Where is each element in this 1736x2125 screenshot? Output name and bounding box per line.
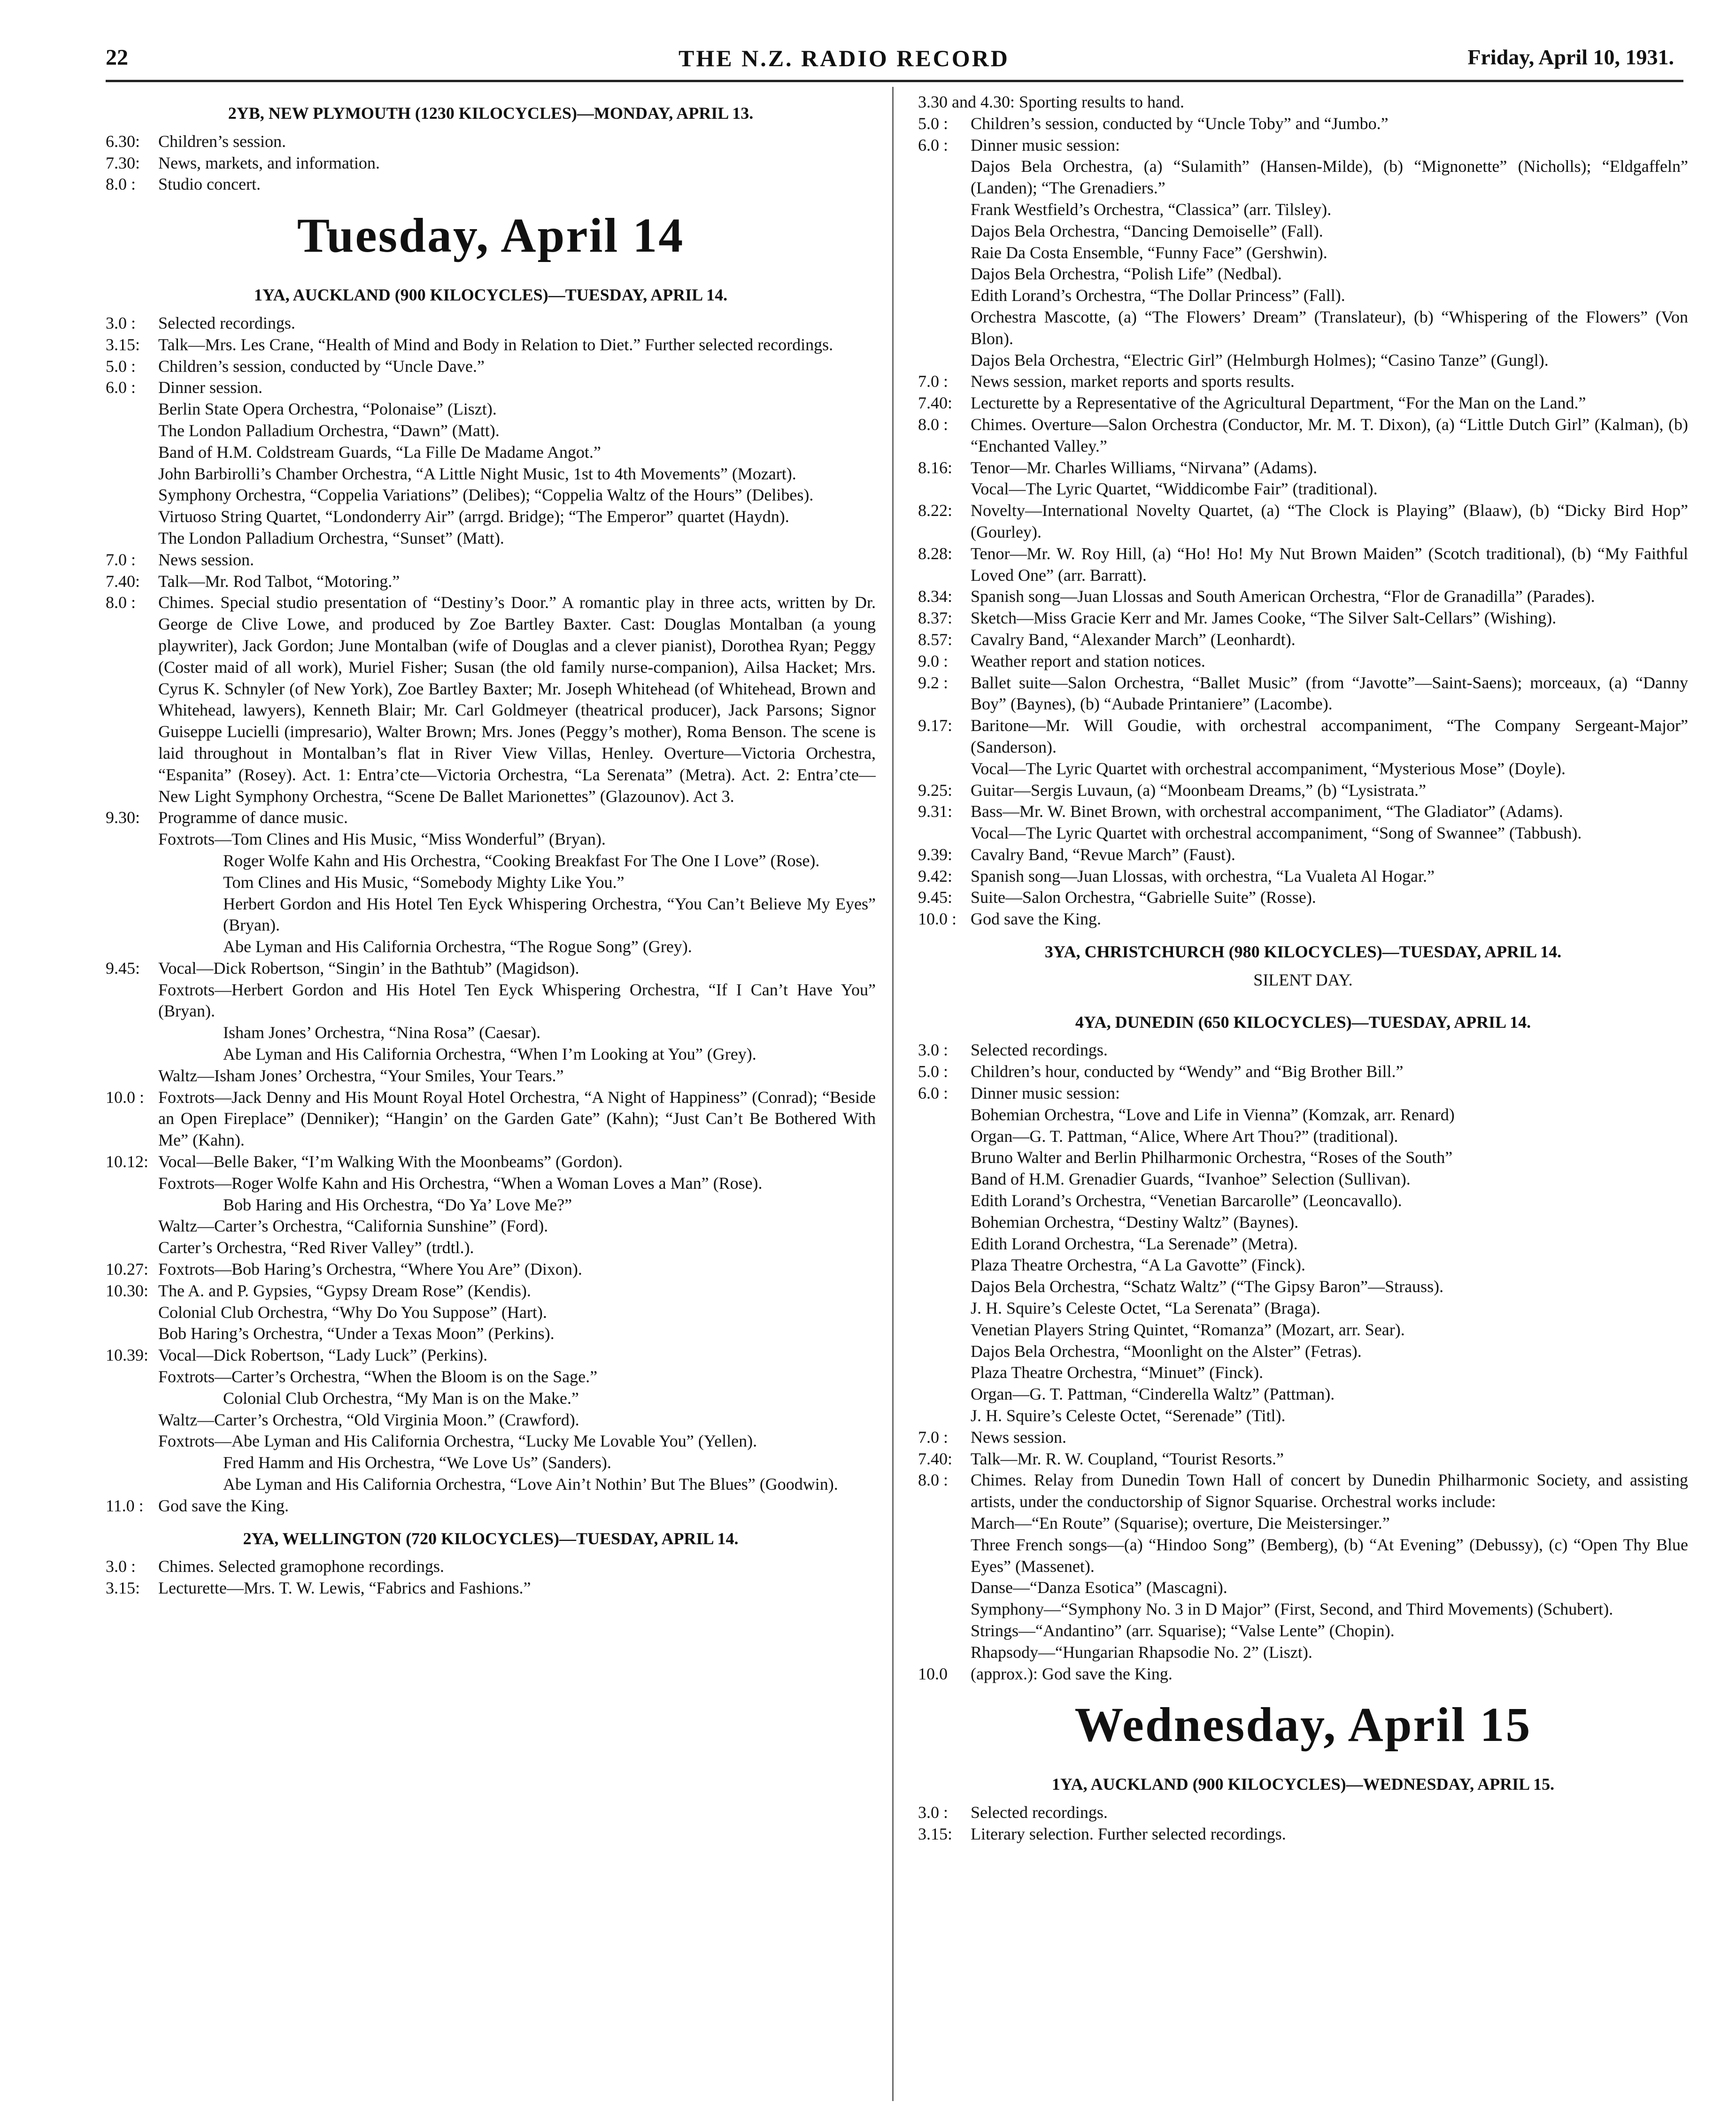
programme-item: Venetian Players String Quintet, “Romanza” (Mozart, arr. Sear). [971, 1320, 1405, 1339]
schedule-entry [918, 500, 1688, 543]
schedule-entry [918, 651, 1688, 672]
schedule-entry [918, 866, 1688, 887]
entry-text: Foxtrots—Jack Denny and His Mount Royal Hotel Orchestra, “A Night of Happiness” (Conrad); “Beside an Open Fireplace” (Denniker); “Hangin’ on the Garden Gate” (Kahn); “Just Can’t Be Bothered With Me” (Kahn). [158, 1087, 876, 1150]
programme-item: Colonial Club Orchestra, “My Man is on the Make.” [223, 1388, 579, 1408]
entry-text: Foxtrots—Bob Haring’s Orchestra, “Where You Are” (Dixon). [158, 1260, 582, 1279]
programme-item: Organ—G. T. Pattman, “Cinderella Waltz” (Pattman). [971, 1385, 1335, 1404]
left-column [106, 92, 876, 2110]
programme-item: Dajos Bela Orchestra, “Electric Girl” (Helmburgh Holmes); “Casino Tanze” (Gungl). [971, 350, 1549, 370]
entry-text: Spanish song—Juan Llossas, with orchestra, “La Vualeta Al Hogar.” [971, 866, 1435, 885]
programme-item: Fred Hamm and His Orchestra, “We Love Us” (Sanders). [223, 1453, 611, 1472]
entry-text: God save the King. [158, 1496, 289, 1515]
programme-item: March—“En Route” (Squarise); overture, Die Meistersinger.” [971, 1514, 1390, 1532]
entry-time: 10.30: [106, 1281, 149, 1300]
entry-text: Studio concert. [158, 175, 261, 194]
entry-text: Lecturette by a Representative of the Agricultural Department, “For the Man on the Land.” [971, 393, 1586, 413]
entry-text: Sketch—Miss Gracie Kerr and Mr. James Cooke, “The Silver Salt-Cellars” (Wishing). [971, 608, 1557, 628]
programme-item: Strings—“Andantino” (arr. Squarise); “Valse Lente” (Chopin). [971, 1621, 1395, 1640]
schedule-entry [918, 586, 1688, 608]
entry-time: 9.2 : [918, 673, 949, 692]
schedule-entry [918, 887, 1688, 909]
entry-text: Dinner music session: [971, 1084, 1120, 1103]
programme-item: Orchestra Mascotte, (a) “The Flowers’ Dream” (Translateur), (b) “Whispering of the Flowers” (Von Blon). [971, 307, 1688, 348]
schedule-entry [918, 1448, 1688, 1470]
entry-text: Tenor—Mr. Charles Williams, “Nirvana” (Adams). [971, 458, 1318, 477]
schedule-entry [918, 844, 1688, 866]
entry-time: 7.40: [106, 571, 140, 591]
programme-item: Bob Haring’s Orchestra, “Under a Texas Moon” (Perkins). [158, 1324, 555, 1343]
schedule-entry [918, 1470, 1688, 1513]
entry-text: Weather report and station notices. [971, 651, 1205, 670]
entry-time: 8.0 : [918, 1471, 949, 1490]
schedule-entry [106, 377, 876, 399]
entry-text: News session. [158, 550, 254, 569]
schedule-entry [918, 113, 1688, 135]
programme-item: Bohemian Orchestra, “Love and Life in Vienna” (Komzak, arr. Renard) [971, 1105, 1455, 1124]
entry-text: Vocal—Belle Baker, “I’m Walking With the Moonbeams” (Gordon). [158, 1152, 623, 1171]
programme-item: The London Palladium Orchestra, “Sunset” (Matt). [158, 528, 504, 547]
programme-item: Foxtrots—Tom Clines and His Music, “Miss Wonderful” (Bryan). [158, 830, 606, 849]
column-divider [892, 87, 894, 2101]
entry-time: 3.15: [106, 1578, 140, 1598]
entry-text: Dinner session. [158, 378, 262, 397]
programme-item: Dajos Bela Orchestra, (a) “Sulamith” (Hansen-Milde), (b) “Mignonette” (Nicholls); “Eldgaffeln” (Landen); “The Grenadiers.” [971, 157, 1688, 198]
entry-time: 11.0 : [106, 1496, 144, 1515]
entry-text: Chimes. Relay from Dunedin Town Hall of concert by Dunedin Philharmonic Society, and assisting artists, under the conductorship of Signor Squarise. Orchestral works include: [971, 1471, 1688, 1511]
entry-text: Chimes. Special studio presentation of “Destiny’s Door.” A romantic play in three acts, written by Dr. George de Clive Lowe, and produced by Zoe Bartley Baxter. Cast: Douglas Montalban (a young playwriter), Jack Gordon; June Montalban (wife of Douglas and a clever pianist), Dorothea Ryan; Peggy (Coster maid of all work), Muriel Fisher; Susan (the old family nurse-companion), Ailsa Hacket; Mrs. Cyrus K. Schnyler (of New York), Zoe Bartley Baxter; Mr. Joseph Whitehead (of Whitehead, Brown and Whitehead, lawyers), Kenneth Blair; Mr. Carl Goldmeyer (theatrical producer), Jack Parsons; Signor Guiseppe Lucielli (impresario), Walter Brown; Mrs. Jones (Peggy’s mother), Roma Benson. The scene is laid throughout in Montalban’s flat in River View Villas, Henley. Overture—Victoria Orchestra, “Espanita” (Rosey). Act. 1: Entra’cte—Victoria Orchestra, “La Serenata” (Metra). Act. 2: Entra’cte—New Light Symphony Orchestra, “Scene De Ballet Marionettes” (Glazounov). Act 3. [158, 593, 876, 806]
schedule-entry [106, 1556, 876, 1578]
programme-item: Foxtrots—Carter’s Orchestra, “When the Bloom is on the Sage.” [158, 1367, 598, 1386]
programme-item: Dajos Bela Orchestra, “Dancing Demoiselle” (Fall). [971, 221, 1323, 240]
entry-text: Literary selection. Further selected recordings. [971, 1824, 1286, 1843]
schedule-entry [106, 1495, 876, 1517]
programme-item: J. H. Squire’s Celeste Octet, “Serenade” (Titl). [971, 1406, 1286, 1425]
programme-item: John Barbirolli’s Chamber Orchestra, “A Little Night Music, 1st to 4th Movements” (Mozart). [158, 464, 796, 483]
programme-item: Edith Lorand’s Orchestra, “Venetian Barcarolle” (Leoncavallo). [971, 1191, 1402, 1210]
entry-text: The A. and P. Gypsies, “Gypsy Dream Rose” (Kendis). [158, 1281, 531, 1300]
schedule-entry [106, 1280, 876, 1302]
entry-text: News, markets, and information. [158, 153, 380, 172]
schedule-entry [918, 629, 1688, 651]
entry-text: Suite—Salon Orchestra, “Gabrielle Suite” (Rosse). [971, 888, 1316, 907]
programme-item: Waltz—Carter’s Orchestra, “Old Virginia Moon.” (Crawford). [158, 1410, 579, 1429]
schedule-entry [918, 1824, 1688, 1845]
entry-text: Programme of dance music. [158, 808, 348, 827]
schedule-entry [106, 592, 876, 807]
schedule-entry [106, 571, 876, 593]
programme-item: Dajos Bela Orchestra, “Polish Life” (Nedbal). [971, 264, 1282, 284]
schedule-entry [918, 1039, 1688, 1061]
entry-time: 8.0 : [106, 175, 136, 194]
schedule-entry [918, 608, 1688, 629]
entry-time: 8.0 : [106, 593, 136, 612]
schedule-entry [918, 672, 1688, 716]
programme-item: Symphony—“Symphony No. 3 in D Major” (First, Second, and Third Movements) (Schubert). [971, 1600, 1613, 1619]
masthead-title: THE N.Z. RADIO RECORD [679, 45, 1010, 71]
schedule-entry [106, 1259, 876, 1280]
entry-time: 7.30: [106, 153, 140, 172]
entry-time: 5.0 : [918, 114, 949, 133]
entry-time: 6.30: [106, 131, 140, 151]
entry-time: 9.17: [918, 716, 953, 735]
page-header [106, 45, 1674, 77]
station-heading: 1YA, AUCKLAND (900 KILOCYCLES)—TUESDAY, APRIL 14. [254, 285, 728, 305]
entry-time: 9.45: [106, 958, 140, 978]
schedule-entry [918, 1802, 1688, 1824]
entry-text: Bass—Mr. W. Binet Brown, with orchestral accompaniment, “The Gladiator” (Adams). [971, 802, 1563, 821]
programme-item: Plaza Theatre Orchestra, “A La Gavotte” (Finck). [971, 1255, 1306, 1275]
programme-item: Frank Westfield’s Orchestra, “Classica” (arr. Tilsley). [971, 200, 1332, 219]
silent-day-notice: SILENT DAY. [1253, 970, 1353, 989]
programme-item: Bob Haring and His Orchestra, “Do Ya’ Love Me?” [223, 1195, 572, 1214]
schedule-entry [918, 414, 1688, 457]
day-heading: Wednesday, April 15 [1074, 1698, 1532, 1752]
entry-text: Talk—Mrs. Les Crane, “Health of Mind and Body in Relation to Diet.” Further selected recordings. [158, 335, 833, 354]
entry-text: Vocal—Dick Robertson, “Singin’ in the Bathtub” (Magidson). [158, 958, 579, 978]
entry-time: 9.30: [106, 808, 140, 827]
schedule-entry [918, 371, 1688, 393]
entry-time: 3.0 : [106, 1557, 136, 1576]
station-heading: 1YA, AUCKLAND (900 KILOCYCLES)—WEDNESDAY, APRIL 15. [1051, 1775, 1555, 1794]
station-heading: 2YB, NEW PLYMOUTH (1230 KILOCYCLES)—MONDAY, APRIL 13. [228, 104, 754, 123]
entry-time: 3.0 : [106, 313, 136, 332]
entry-text: Baritone—Mr. Will Goudie, with orchestral accompaniment, “The Company Sergeant-Major” (Sanderson). [971, 716, 1688, 756]
entry-time: 10.0 [918, 1664, 948, 1683]
programme-item: Tom Clines and His Music, “Somebody Mighty Like You.” [223, 872, 625, 892]
entry-time: 7.40: [918, 1449, 953, 1468]
programme-item: Dajos Bela Orchestra, “Schatz Waltz” (“The Gipsy Baron”—Strauss). [971, 1277, 1444, 1296]
entry-text: News session. [971, 1427, 1066, 1447]
schedule-entry [918, 909, 1688, 930]
programme-item: Foxtrots—Roger Wolfe Kahn and His Orchestra, “When a Woman Loves a Man” (Rose). [158, 1173, 763, 1193]
entry-time: 9.25: [918, 780, 953, 800]
schedule-entry [106, 174, 876, 195]
programme-item: J. H. Squire’s Celeste Octet, “La Serenata” (Braga). [971, 1299, 1320, 1318]
programme-item: Abe Lyman and His California Orchestra, “The Rogue Song” (Grey). [223, 937, 692, 956]
programme-item: Herbert Gordon and His Hotel Ten Eyck Whispering Orchestra, “You Can’t Believe My Eyes” (Bryan). [223, 894, 876, 935]
station-heading: 4YA, DUNEDIN (650 KILOCYCLES)—TUESDAY, APRIL 14. [1075, 1012, 1531, 1032]
programme-item: Edith Lorand’s Orchestra, “The Dollar Princess” (Fall). [971, 286, 1345, 305]
entry-text: Vocal—Dick Robertson, “Lady Luck” (Perkins). [158, 1346, 488, 1365]
entry-text: Novelty—International Novelty Quartet, (a) “The Clock is Playing” (Blaaw), (b) “Dicky Bird Hop” (Gourley). [971, 501, 1688, 541]
entry-time: 6.0 : [106, 378, 136, 397]
programme-item: Vocal—The Lyric Quartet with orchestral accompaniment, “Mysterious Mose” (Doyle). [971, 759, 1566, 778]
entry-time: 3.15: [918, 1824, 953, 1843]
day-heading: Tuesday, April 14 [297, 208, 685, 263]
programme-item: Isham Jones’ Orchestra, “Nina Rosa” (Caesar). [223, 1023, 541, 1042]
programme-item: Edith Lorand Orchestra, “La Serenade” (Metra). [971, 1234, 1298, 1253]
schedule-entry [918, 543, 1688, 586]
schedule-entry [918, 801, 1688, 823]
programme-item: Rhapsody—“Hungarian Rhapsodie No. 2” (Liszt). [971, 1642, 1312, 1662]
entry-time: 8.57: [918, 630, 953, 649]
programme-item: Berlin State Opera Orchestra, “Polonaise” (Liszt). [158, 400, 497, 419]
entry-text: Selected recordings. [971, 1040, 1108, 1060]
schedule-entry [106, 1578, 876, 1599]
programme-item: Roger Wolfe Kahn and His Orchestra, “Cooking Breakfast For The One I Love” (Rose). [223, 851, 820, 870]
programme-item: Waltz—Isham Jones’ Orchestra, “Your Smiles, Your Tears.” [158, 1066, 564, 1085]
entry-time: 10.39: [106, 1346, 149, 1365]
entry-text: Children’s hour, conducted by “Wendy” and “Big Brother Bill.” [971, 1062, 1404, 1081]
right-column [918, 92, 1688, 2110]
entry-time: 7.40: [918, 393, 953, 413]
programme-item: Colonial Club Orchestra, “Why Do You Suppose” (Hart). [158, 1302, 547, 1322]
programme-item: Plaza Theatre Orchestra, “Minuet” (Finck). [971, 1363, 1264, 1382]
header-rule [106, 80, 1683, 82]
entry-text: Cavalry Band, “Revue March” (Faust). [971, 845, 1235, 864]
programme-item: Foxtrots—Abe Lyman and His California Orchestra, “Lucky Me Lovable You” (Yellen). [158, 1432, 757, 1451]
entry-time: 8.16: [918, 458, 953, 477]
schedule-entry [918, 715, 1688, 758]
schedule-entry [106, 356, 876, 377]
schedule-entry [106, 1345, 876, 1366]
entry-text: Tenor—Mr. W. Roy Hill, (a) “Ho! Ho! My Nut Brown Maiden” (Scotch traditional), (b) “My Faithful Loved One” (arr. Barratt). [971, 544, 1688, 585]
programme-item: Band of H.M. Coldstream Guards, “La Fille De Madame Angot.” [158, 442, 601, 462]
entry-time: 7.0 : [918, 1427, 949, 1447]
entry-time: 3.0 : [918, 1803, 949, 1822]
programme-item: Abe Lyman and His California Orchestra, “When I’m Looking at You” (Grey). [223, 1045, 756, 1064]
entry-time: 10.27: [106, 1260, 149, 1279]
entry-time: 9.42: [918, 866, 953, 885]
entry-text: Selected recordings. [971, 1803, 1108, 1822]
entry-text: Talk—Mr. R. W. Coupland, “Tourist Resorts.” [971, 1449, 1284, 1468]
schedule-entry [918, 1663, 1688, 1685]
schedule-entry [918, 457, 1688, 479]
programme-item: Danse—“Danza Esotica” (Mascagni). [971, 1578, 1227, 1597]
programme-item: Waltz—Carter’s Orchestra, “California Sunshine” (Ford). [158, 1216, 548, 1236]
schedule-entry [918, 393, 1688, 414]
entry-time: 5.0 : [106, 356, 136, 376]
schedule-entry [106, 1087, 876, 1151]
schedule-entry [918, 1061, 1688, 1083]
entry-text: Selected recordings. [158, 313, 295, 332]
schedule-entry [918, 135, 1688, 156]
entry-time: 3.30 and 4.30: [918, 92, 1015, 111]
entry-time: 10.12: [106, 1152, 149, 1171]
entry-time: 9.0 : [918, 651, 949, 670]
entry-text: Spanish song—Juan Llossas and South American Orchestra, “Flor de Granadilla” (Parades). [971, 587, 1595, 606]
entry-text: Cavalry Band, “Alexander March” (Leonhardt). [971, 630, 1296, 649]
entry-text: Dinner music session: [971, 135, 1120, 154]
programme-item: Abe Lyman and His California Orchestra, “Love Ain’t Nothin’ But The Blues” (Goodwin). [223, 1475, 838, 1494]
entry-time: 9.45: [918, 888, 953, 907]
schedule-entry [918, 780, 1688, 801]
issue-date: Friday, April 10, 1931. [1467, 45, 1674, 69]
entry-text: Sporting results to hand. [1018, 92, 1184, 111]
schedule-entry [106, 807, 876, 829]
programme-item: Bohemian Orchestra, “Destiny Waltz” (Baynes). [971, 1212, 1299, 1232]
programme-item: Dajos Bela Orchestra, “Moonlight on the Alster” (Fetras). [971, 1341, 1362, 1361]
entry-text: Children’s session, conducted by “Uncle Dave.” [158, 356, 485, 376]
entry-text: Guitar—Sergis Luvaun, (a) “Moonbeam Dreams,” (b) “Lysistrata.” [971, 780, 1427, 800]
programme-item: The London Palladium Orchestra, “Dawn” (Matt). [158, 421, 500, 440]
programme-item: Symphony Orchestra, “Coppelia Variations” (Delibes); “Coppelia Waltz of the Hours” (Delibes). [158, 485, 814, 505]
programme-item: Raie Da Costa Ensemble, “Funny Face” (Gershwin). [971, 243, 1327, 262]
schedule-entry [106, 1151, 876, 1173]
entry-text: Chimes. Selected gramophone recordings. [158, 1557, 444, 1576]
entry-time: 7.0 : [918, 372, 949, 391]
entry-time: 10.0 : [918, 909, 957, 929]
entry-text: Chimes. Overture—Salon Orchestra (Conductor, Mr. M. T. Dixon), (a) “Little Dutch Girl” (Kalman), (b) “Enchanted Valley.” [971, 415, 1688, 455]
entry-text: (approx.): God save the King. [971, 1664, 1173, 1683]
entry-text: Lecturette—Mrs. T. W. Lewis, “Fabrics and Fashions.” [158, 1578, 531, 1598]
entry-text: Talk—Mr. Rod Talbot, “Motoring.” [158, 571, 400, 591]
schedule-entry [106, 549, 876, 571]
schedule-entry [106, 313, 876, 334]
entry-time: 3.0 : [918, 1040, 949, 1060]
schedule-entry [918, 1083, 1688, 1104]
programme-item: Three French songs—(a) “Hindoo Song” (Bemberg), (b) “At Evening” (Debussy), (c) “Open Thy Blue Eyes” (Massenet). [971, 1535, 1688, 1576]
page-number: 22 [106, 45, 128, 70]
entry-time: 8.28: [918, 544, 953, 563]
entry-text: Children’s session, conducted by “Uncle Toby” and “Jumbo.” [971, 114, 1389, 133]
entry-time: 10.0 : [106, 1087, 145, 1107]
station-heading: 2YA, WELLINGTON (720 KILOCYCLES)—TUESDAY, APRIL 14. [243, 1529, 739, 1548]
programme-item: Band of H.M. Grenadier Guards, “Ivanhoe” Selection (Sullivan). [971, 1170, 1411, 1189]
entry-text: Ballet suite—Salon Orchestra, “Ballet Music” (from “Javotte”—Saint-Saens); morceaux, (a) “Danny Boy” (Baynes), (b) “Aubade Printaniere” (Lacombe). [971, 673, 1688, 714]
entry-time: 8.34: [918, 587, 953, 606]
schedule-entry [918, 92, 1688, 113]
entry-time: 5.0 : [918, 1062, 949, 1081]
entry-time: 7.0 : [106, 550, 136, 569]
schedule-entry [106, 153, 876, 174]
entry-time: 6.0 : [918, 1084, 949, 1103]
entry-time: 3.15: [106, 335, 140, 354]
schedule-entry [106, 131, 876, 153]
schedule-entry [106, 958, 876, 979]
entry-time: 8.22: [918, 501, 953, 520]
programme-item: Carter’s Orchestra, “Red River Valley” (trdtl.). [158, 1238, 474, 1257]
schedule-entry [106, 334, 876, 356]
station-heading: 3YA, CHRISTCHURCH (980 KILOCYCLES)—TUESDAY, APRIL 14. [1044, 942, 1562, 962]
programme-item: Vocal—The Lyric Quartet with orchestral accompaniment, “Song of Swannee” (Tabbush). [971, 824, 1582, 843]
entry-text: Children’s session. [158, 131, 286, 151]
entry-time: 8.0 : [918, 415, 949, 434]
entry-time: 9.31: [918, 802, 953, 821]
entry-text: News session, market reports and sports results. [971, 372, 1295, 391]
entry-time: 6.0 : [918, 135, 949, 154]
programme-item: Organ—G. T. Pattman, “Alice, Where Art Thou?” (traditional). [971, 1126, 1398, 1146]
entry-time: 8.37: [918, 608, 953, 628]
programme-item: Vocal—The Lyric Quartet, “Widdicombe Fair” (traditional). [971, 479, 1378, 499]
programme-item: Virtuoso String Quartet, “Londonderry Air” (arrgd. Bridge); “The Emperor” quartet (Haydn). [158, 507, 789, 526]
entry-text: God save the King. [971, 909, 1101, 929]
schedule-entry [918, 1427, 1688, 1448]
entry-time: 9.39: [918, 845, 953, 864]
programme-item: Foxtrots—Herbert Gordon and His Hotel Ten Eyck Whispering Orchestra, “If I Can’t Have You” (Bryan). [158, 980, 876, 1021]
programme-item: Bruno Walter and Berlin Philharmonic Orchestra, “Roses of the South” [971, 1148, 1453, 1167]
